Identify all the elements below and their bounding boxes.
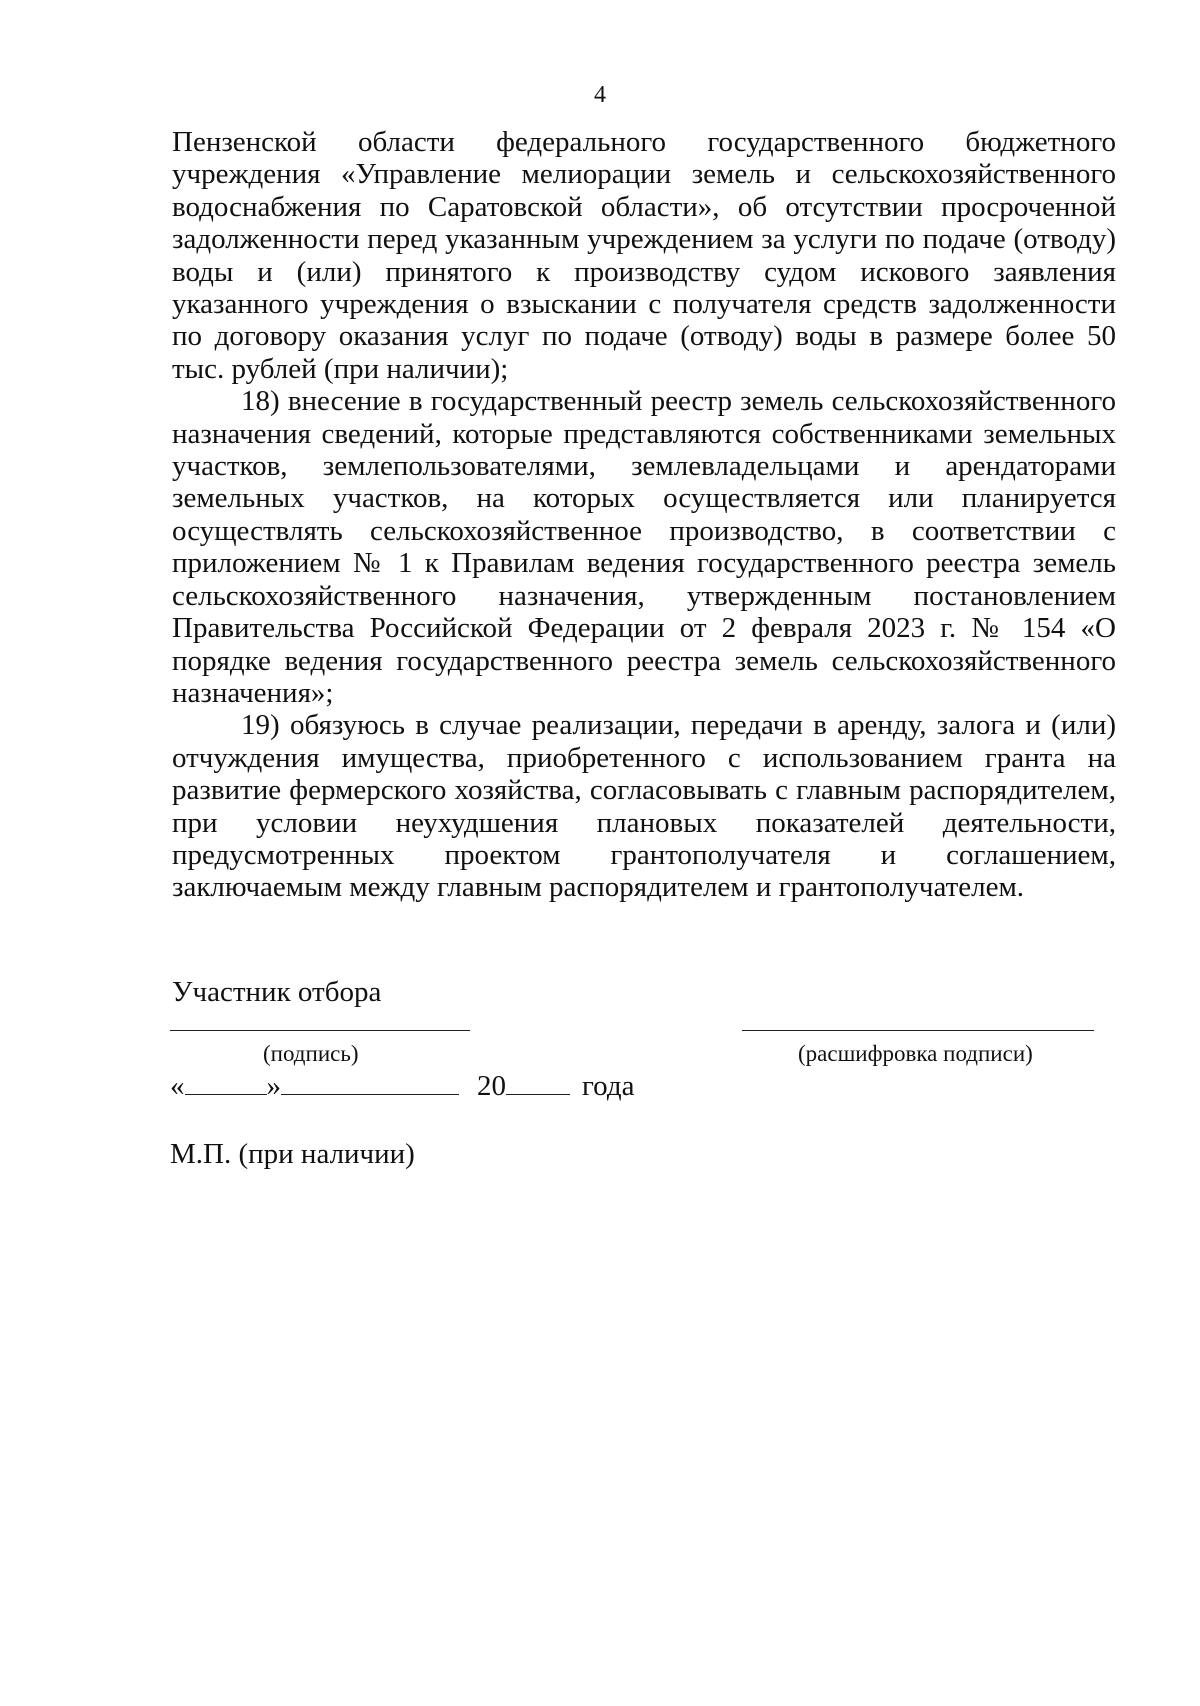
stamp-label: М.П. (при наличии) [170,1138,415,1170]
year-prefix: 20 [477,1070,506,1102]
page-number: 4 [594,82,606,108]
day-blank [185,1068,267,1095]
date-row [170,1068,634,1104]
list-item-18: 18) внесение в государственный реестр земель сельскохозяйственного назначения сведений, которые представляются собственниками земельных участков, землепользователями, землевладельцами и арендаторами земельных участков, на которых осуществляется или планируется осуществлять сельскохозяйственное производство, в соответствии с приложением № 1 к Правилам ведения государственного реестра земель сельскохозяйственного назначения, утвержденным постановлением Правительства Российской Федерации от 2 февраля 2023 г. № 154 «О порядке ведения государственного реестра земель сельскохозяйственного назначения»; [172,385,1116,709]
participant-label: Участник отбора [172,976,382,1008]
date-close-quote: » [266,1070,281,1102]
list-item-19: 19) обязуюсь в случае реализации, передачи в аренду, залога и (или) отчуждения имущества, приобретенного с использованием гранта на развитие фермерского хозяйства, согласовывать с главным распорядителем, при условии неухудшения плановых показателей деятельности, предусмотренных проектом грантополучателя и соглашением, заключаемым между главным распорядителем и грантополучателем. [172,709,1116,904]
paragraph-continuation: Пензенской области федерального государственного бюджетного учреждения «Управление мелиорации земель и сельскохозяйственного водоснабжения по Саратовской области», об отсутствии просроченной задолженности перед указанным учреждением за услуги по подаче (отводу) воды и (или) принятого к производству судом искового заявления указанного учреждения о взыскании с получателя средств задолженности по договору оказания услуг по подаче (отводу) воды в размере более 50 тыс. рублей (при наличии); [172,126,1116,385]
signature-decoding-line [742,1030,1094,1031]
year-suffix: года [582,1070,635,1102]
signature-line [170,1030,470,1031]
month-blank [281,1068,459,1095]
year-blank [506,1068,570,1095]
signature-caption: (подпись) [263,1041,359,1066]
signature-decoding-caption: (расшифровка подписи) [798,1041,1033,1066]
document-body [172,126,1116,904]
date-open-quote: « [170,1070,185,1102]
